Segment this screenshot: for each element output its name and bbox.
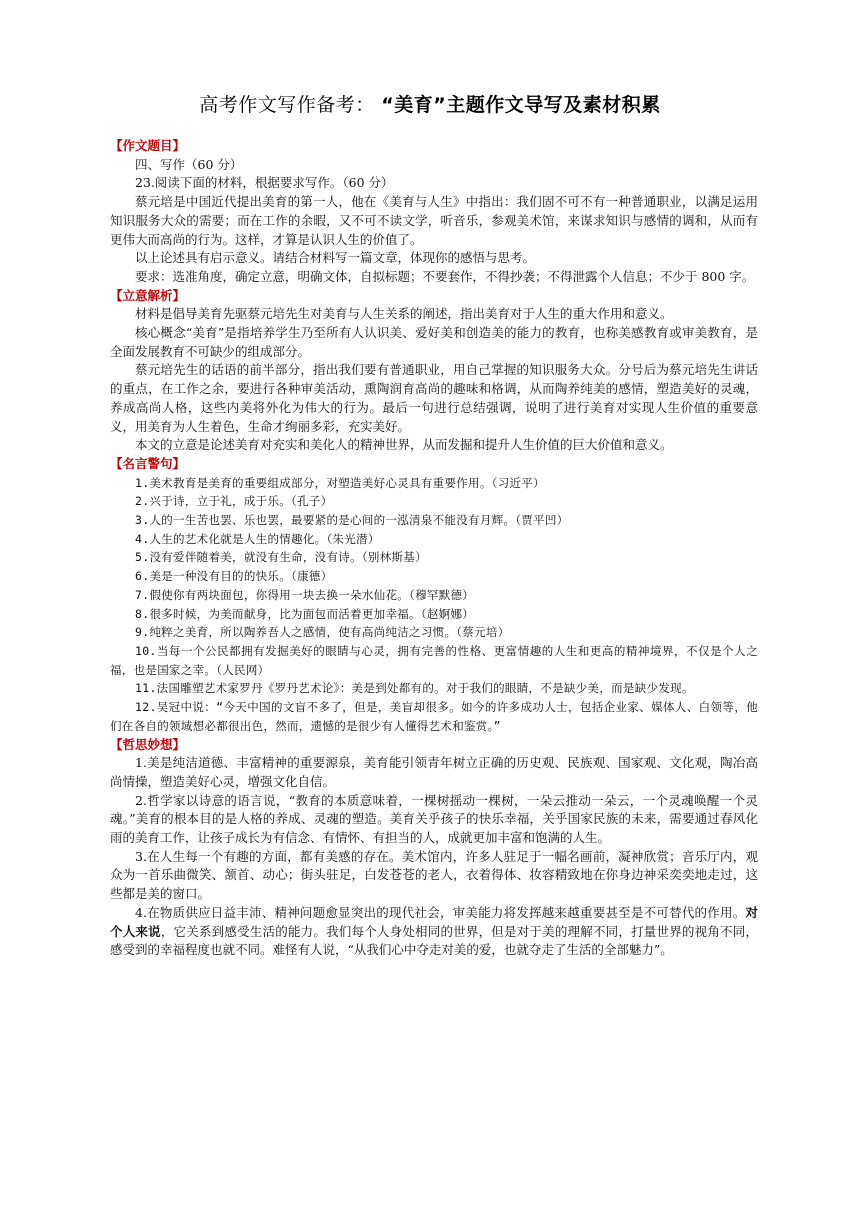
- topic-instruction: 以上论述具有启示意义。请结合材料写一篇文章，体现你的感悟与思考。: [135, 250, 536, 266]
- topic-requirements: 要求：选准角度，确定立意，明确文体，自拟标题；不要套作，不得抄袭；不得泄露个人信息；不少于 800 字。: [135, 268, 755, 284]
- quote-item: 4.人生的艺术化就是人生的情趣化。（朱光潜）: [135, 531, 380, 546]
- section-heading-thoughts: 【哲思妙想】: [110, 736, 186, 752]
- quote-item: 10.当每一个公民都拥有发掘美好的眼睛与心灵，拥有完善的性格、更富情趣的人生和更高的精神境界，不仅是个人之福，也是国家之幸。（人民网）: [110, 643, 758, 677]
- quote-item: 6.美是一种没有目的的快乐。（康德）: [135, 569, 333, 584]
- quote-item: 12.吴冠中说：“今天中国的文盲不多了，但是，美盲却很多。如今的许多成功人士，包括企业家、媒体人、白领等，他们在各自的领域想必都很出色，然而，遗憾的是很少有人懂得艺术和鉴赏。”: [110, 700, 758, 733]
- thought-paragraph: 3.在人生每一个有趣的方面，都有美感的存在。美术馆内，许多人驻足于一幅名画前，凝神欣赏；音乐厅内，观众为一首乐曲微笑、颔首、动心；街头驻足，白发苍苍的老人，衣着得体、妆容精致地在你身边神采奕奕地走过，这些都是美的窗口。: [110, 848, 758, 902]
- quote-item: 1.美术教育是美育的重要组成部分，对塑造美好心灵具有重要作用。（习近平）: [135, 475, 545, 490]
- thought-paragraph: 1.美是纯洁道德、丰富精神的重要源泉，美育能引领青年树立正确的历史观、民族观、国家观、文化观，陶冶高尚情操，塑造美好心灵，增强文化自信。: [110, 755, 758, 789]
- topic-line-2: 23.阅读下面的材料，根据要求写作。（60 分）: [135, 175, 394, 191]
- analysis-paragraph: 材料是倡导美育先驱蔡元培先生对美育与人生关系的阐述，指出美育对于人生的重大作用和意义。: [135, 306, 673, 322]
- thought-text: 4.在物质供应日益丰沛、精神问题愈显突出的现代社会，审美能力将发挥越来越重要甚至是不可替代的作用。: [135, 904, 746, 920]
- quote-item: 9.纯粹之美育，所以陶养吾人之感情，使有高尚纯洁之习惯。（蔡元培）: [135, 625, 510, 640]
- title-main: “美育”主题作文导写及素材积累: [381, 94, 661, 116]
- analysis-paragraph: 本文的立意是论述美育对充实和美化人的精神世界，从而发掘和提升人生价值的巨大价值和意义。: [135, 437, 673, 453]
- section-heading-quotes: 【名言警句】: [110, 455, 186, 471]
- thought-emphasis: 对个人来说: [110, 904, 758, 939]
- quote-item: 7.假使你有两块面包，你得用一块去换一朵水仙花。（穆罕默德）: [135, 587, 475, 602]
- quote-item: 8.很多时候，为美而献身，比为面包而活着更加幸福。（赵婀娜）: [135, 606, 475, 621]
- quote-item: 2.兴于诗，立于礼，成于乐。（孔子）: [135, 494, 333, 509]
- topic-line-1: 四、写作（60 分）: [135, 156, 243, 172]
- thought-text: ，它关系到感受生活的能力。我们每个人身处相同的世界，但是对于美的理解不同，打量世界的视角不同，感受到的幸福程度也就不同。难怪有人说，“从我们心中夺走对美的爱，也就夺走了生活的全部魅力”。: [110, 923, 758, 958]
- section-heading-analysis: 【立意解析】: [110, 287, 186, 303]
- analysis-paragraph: 蔡元培先生的话语的前半部分，指出我们要有普通职业，用自己掌握的知识服务大众。分号后为蔡元培先生讲话的重点，在工作之余，要进行各种审美活动，熏陶润育高尚的趣味和格调，从而陶养纯美的感情，塑造美好的灵魂，养成高尚人格，这些内美将外化为伟大的行为。最后一句进行总结强调，说明了进行美育对实现人生价值的重要意义，用美育为人生着色，生命才绚丽多彩，充实美好。: [110, 362, 758, 434]
- quote-item: 11.法国雕塑艺术家罗丹《罗丹艺术论》：美是到处都有的。对于我们的眼睛，不是缺少美，而是缺少发现。: [135, 681, 694, 696]
- document-body: [110, 137, 758, 960]
- thought-paragraph: [110, 904, 758, 960]
- analysis-paragraph: 核心概念“美育”是指培养学生乃至所有人认识美、爱好美和创造美的能力的教育，也称美感教育或审美教育，是全面发展教育不可缺少的组成部分。: [110, 325, 758, 359]
- page-title: [0, 90, 860, 117]
- topic-material: 蔡元培是中国近代提出美育的第一人，他在《美育与人生》中指出：我们固不可不有一种普通职业，以满足运用知识服务大众的需要；而在工作的余暇，又不可不读文学，听音乐，参观美术馆，来谋求知识与感情的调和，从而有更伟大而高尚的行为。这样，才算是认识人生的价值了。: [110, 194, 758, 247]
- title-prefix: 高考作文写作备考：: [199, 94, 375, 116]
- section-heading-topic: 【作文题目】: [110, 138, 186, 153]
- quote-item: 3.人的一生苦也罢、乐也罢，最要紧的是心间的一泓清泉不能没有月辉。（贾平凹）: [135, 513, 569, 528]
- quote-item: 5.没有爱伴随着美，就没有生命，没有诗。（别林斯基）: [135, 550, 427, 565]
- thought-paragraph: 2.哲学家以诗意的语言说，“教育的本质意味着，一棵树摇动一棵树，一朵云推动一朵云，一个灵魂唤醒一个灵魂。”美育的根本目的是人格的养成、灵魂的塑造。美育关乎孩子的快乐幸福，关乎国家民族的未来，需要通过春风化雨的美育工作，让孩子成长为有信念、有情怀、有担当的人，成就更加丰富和饱满的人生。: [110, 792, 758, 846]
